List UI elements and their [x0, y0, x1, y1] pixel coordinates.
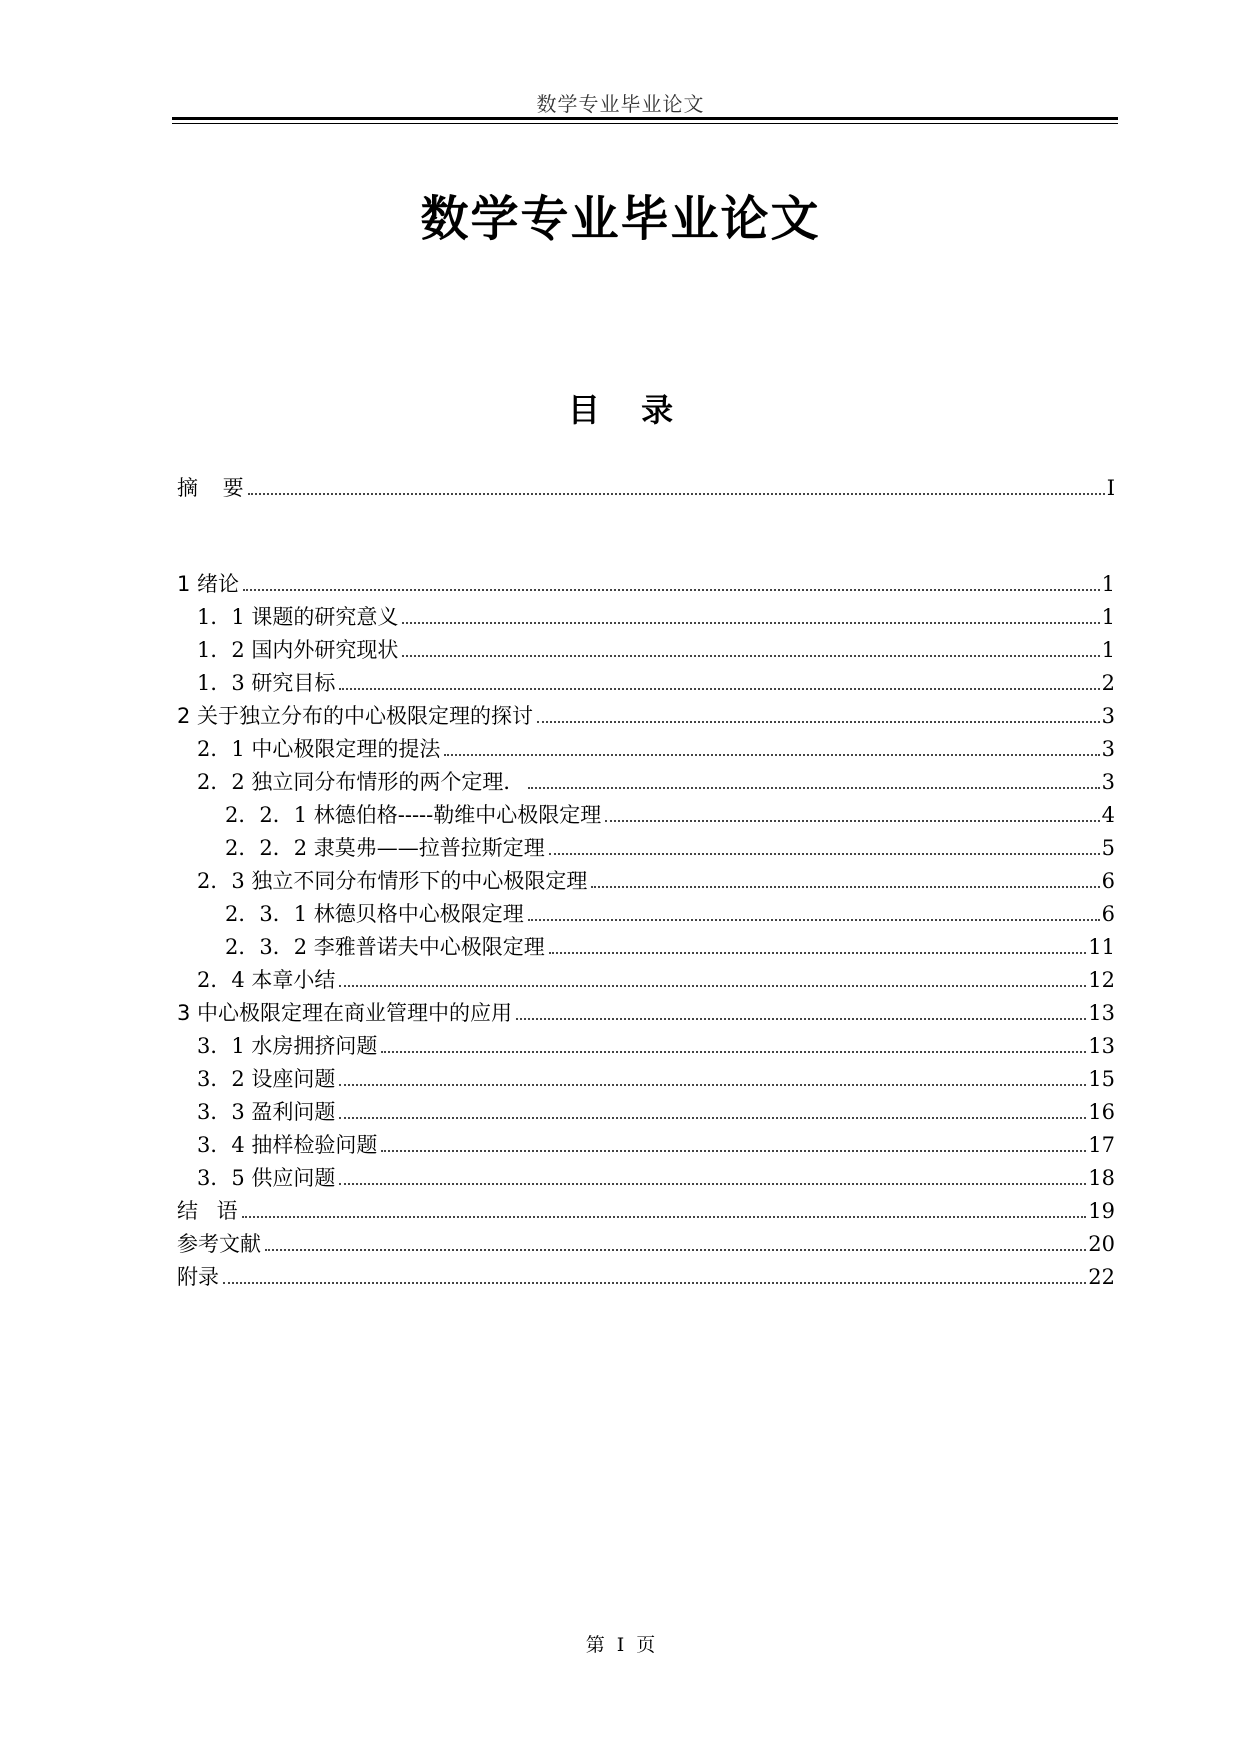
page-number: 第 I 页	[585, 1634, 656, 1656]
toc-entry-page: 18	[1088, 1166, 1115, 1190]
toc-leader	[339, 1183, 1086, 1185]
toc-leader	[381, 1051, 1086, 1053]
toc-entry-label: 2．2．1 林德伯格-----勒维中心极限定理	[225, 803, 602, 827]
toc-entry-section-3-3[interactable]	[177, 1096, 1115, 1128]
toc-leader	[339, 1084, 1086, 1086]
toc-entry-abstract[interactable]	[177, 472, 1115, 504]
toc-entry-label: 2．4 本章小结	[197, 968, 336, 992]
toc-entry-label: 1．1 课题的研究意义	[197, 605, 399, 629]
running-header: 数学专业毕业论文	[536, 92, 705, 116]
toc-entry-page: 15	[1088, 1067, 1115, 1091]
toc-leader	[265, 1249, 1086, 1251]
toc-entry-section-2-3[interactable]	[177, 865, 1115, 897]
toc-entry-section-3-2[interactable]	[177, 1063, 1115, 1095]
toc-entry-section-3-4[interactable]	[177, 1129, 1115, 1161]
toc-leader	[223, 1282, 1086, 1284]
toc-leader	[549, 952, 1087, 954]
toc-leader	[605, 820, 1099, 822]
toc-leader	[549, 853, 1100, 855]
toc-entry-label: 2．3．1 林德贝格中心极限定理	[225, 902, 524, 926]
toc-leader	[444, 754, 1099, 756]
toc-heading: 目 录	[567, 391, 674, 429]
toc-leader	[402, 622, 1099, 624]
toc-entry-page: 1	[1101, 638, 1115, 662]
toc-entry-label: 1．3 研究目标	[197, 671, 336, 695]
toc-leader	[242, 1216, 1087, 1218]
header-rule-thin	[172, 123, 1118, 124]
toc-entry-label: 2 关于独立分布的中心极限定理的探讨	[177, 704, 534, 728]
toc-entry-label: 3．4 抽样检验问题	[197, 1133, 378, 1157]
toc-entry-section-2-3-1[interactable]	[177, 898, 1115, 930]
toc-leader	[339, 1117, 1086, 1119]
toc-entry-label: 3．1 水房拥挤问题	[197, 1034, 378, 1058]
toc-entry-page: 16	[1088, 1100, 1115, 1124]
toc-entry-section-2-1[interactable]	[177, 733, 1115, 765]
toc-entry-page: 3	[1101, 770, 1115, 794]
toc-entry-page: 6	[1101, 869, 1115, 893]
toc-entry-page: 3	[1101, 737, 1115, 761]
toc-entry-section-2-2-2[interactable]	[177, 832, 1115, 864]
toc-entry-chapter-1[interactable]	[177, 568, 1115, 600]
toc-entry-section-2-3-2[interactable]	[177, 931, 1115, 963]
header-rule	[172, 117, 1118, 120]
document-title: 数学专业毕业论文	[420, 191, 821, 247]
toc-entry-references[interactable]	[177, 1228, 1115, 1260]
toc-entry-label: 2．2 独立同分布情形的两个定理．	[197, 770, 525, 794]
toc-entry-page: 17	[1088, 1133, 1115, 1157]
toc-leader	[339, 985, 1086, 987]
toc-entry-section-3-5[interactable]	[177, 1162, 1115, 1194]
toc-entry-chapter-3[interactable]	[177, 997, 1115, 1029]
toc-entry-page: 11	[1088, 935, 1115, 959]
toc-entry-page: 13	[1088, 1001, 1115, 1025]
toc-entry-page: 2	[1101, 671, 1115, 695]
toc-entry-label: 3．3 盈利问题	[197, 1100, 336, 1124]
toc-leader	[381, 1150, 1086, 1152]
toc-entry-page: 5	[1101, 836, 1115, 860]
toc-leader	[591, 886, 1099, 888]
toc-leader	[243, 589, 1100, 591]
toc-entry-section-1-1[interactable]	[177, 601, 1115, 633]
toc-entry-label: 3．5 供应问题	[197, 1166, 336, 1190]
toc-entry-page: 12	[1088, 968, 1115, 992]
toc-entry-section-2-2[interactable]	[177, 766, 1115, 798]
toc-entry-section-2-4[interactable]	[177, 964, 1115, 996]
toc-leader	[339, 688, 1099, 690]
toc-leader	[516, 1018, 1086, 1020]
toc-entry-page: 1	[1101, 572, 1115, 596]
toc-entry-page: 22	[1088, 1265, 1115, 1289]
toc-entry-page: 20	[1088, 1232, 1115, 1256]
toc-entry-section-1-2[interactable]	[177, 634, 1115, 666]
toc-entry-section-2-2-1[interactable]	[177, 799, 1115, 831]
toc-entry-label: 摘 要	[177, 476, 244, 500]
toc-entry-page: 4	[1101, 803, 1115, 827]
toc-entry-page: 13	[1088, 1034, 1115, 1058]
toc-entry-page: I	[1106, 476, 1115, 500]
toc-entry-conclusion[interactable]	[177, 1195, 1115, 1227]
toc-entry-label: 2．2．2 隶莫弗——拉普拉斯定理	[225, 836, 545, 860]
toc-entry-label: 2．3 独立不同分布情形下的中心极限定理	[197, 869, 588, 893]
toc-entry-page: 19	[1088, 1199, 1115, 1223]
toc-entry-appendix[interactable]	[177, 1261, 1115, 1293]
toc-leader	[528, 919, 1100, 921]
toc-entry-label: 3 中心极限定理在商业管理中的应用	[177, 1001, 513, 1025]
toc-entry-label: 参考文献	[177, 1232, 261, 1256]
toc-entry-section-1-3[interactable]	[177, 667, 1115, 699]
toc-leader	[248, 493, 1105, 495]
toc-leader	[528, 787, 1099, 789]
toc-entry-chapter-2[interactable]	[177, 700, 1115, 732]
toc-entry-page: 6	[1101, 902, 1115, 926]
toc-entry-label: 2．1 中心极限定理的提法	[197, 737, 441, 761]
toc-entry-page: 1	[1101, 605, 1115, 629]
toc-leader	[402, 655, 1099, 657]
toc-entry-label: 2．3．2 李雅普诺夫中心极限定理	[225, 935, 545, 959]
toc-entry-label: 1．2 国内外研究现状	[197, 638, 399, 662]
toc-entry-page: 3	[1101, 704, 1115, 728]
toc-entry-section-3-1[interactable]	[177, 1030, 1115, 1062]
toc-entry-label: 附录	[177, 1265, 219, 1289]
toc-entry-label: 结 语	[177, 1199, 238, 1223]
toc-entry-label: 3．2 设座问题	[197, 1067, 336, 1091]
toc-leader	[537, 721, 1100, 723]
toc-entry-label: 1 绪论	[177, 572, 240, 596]
